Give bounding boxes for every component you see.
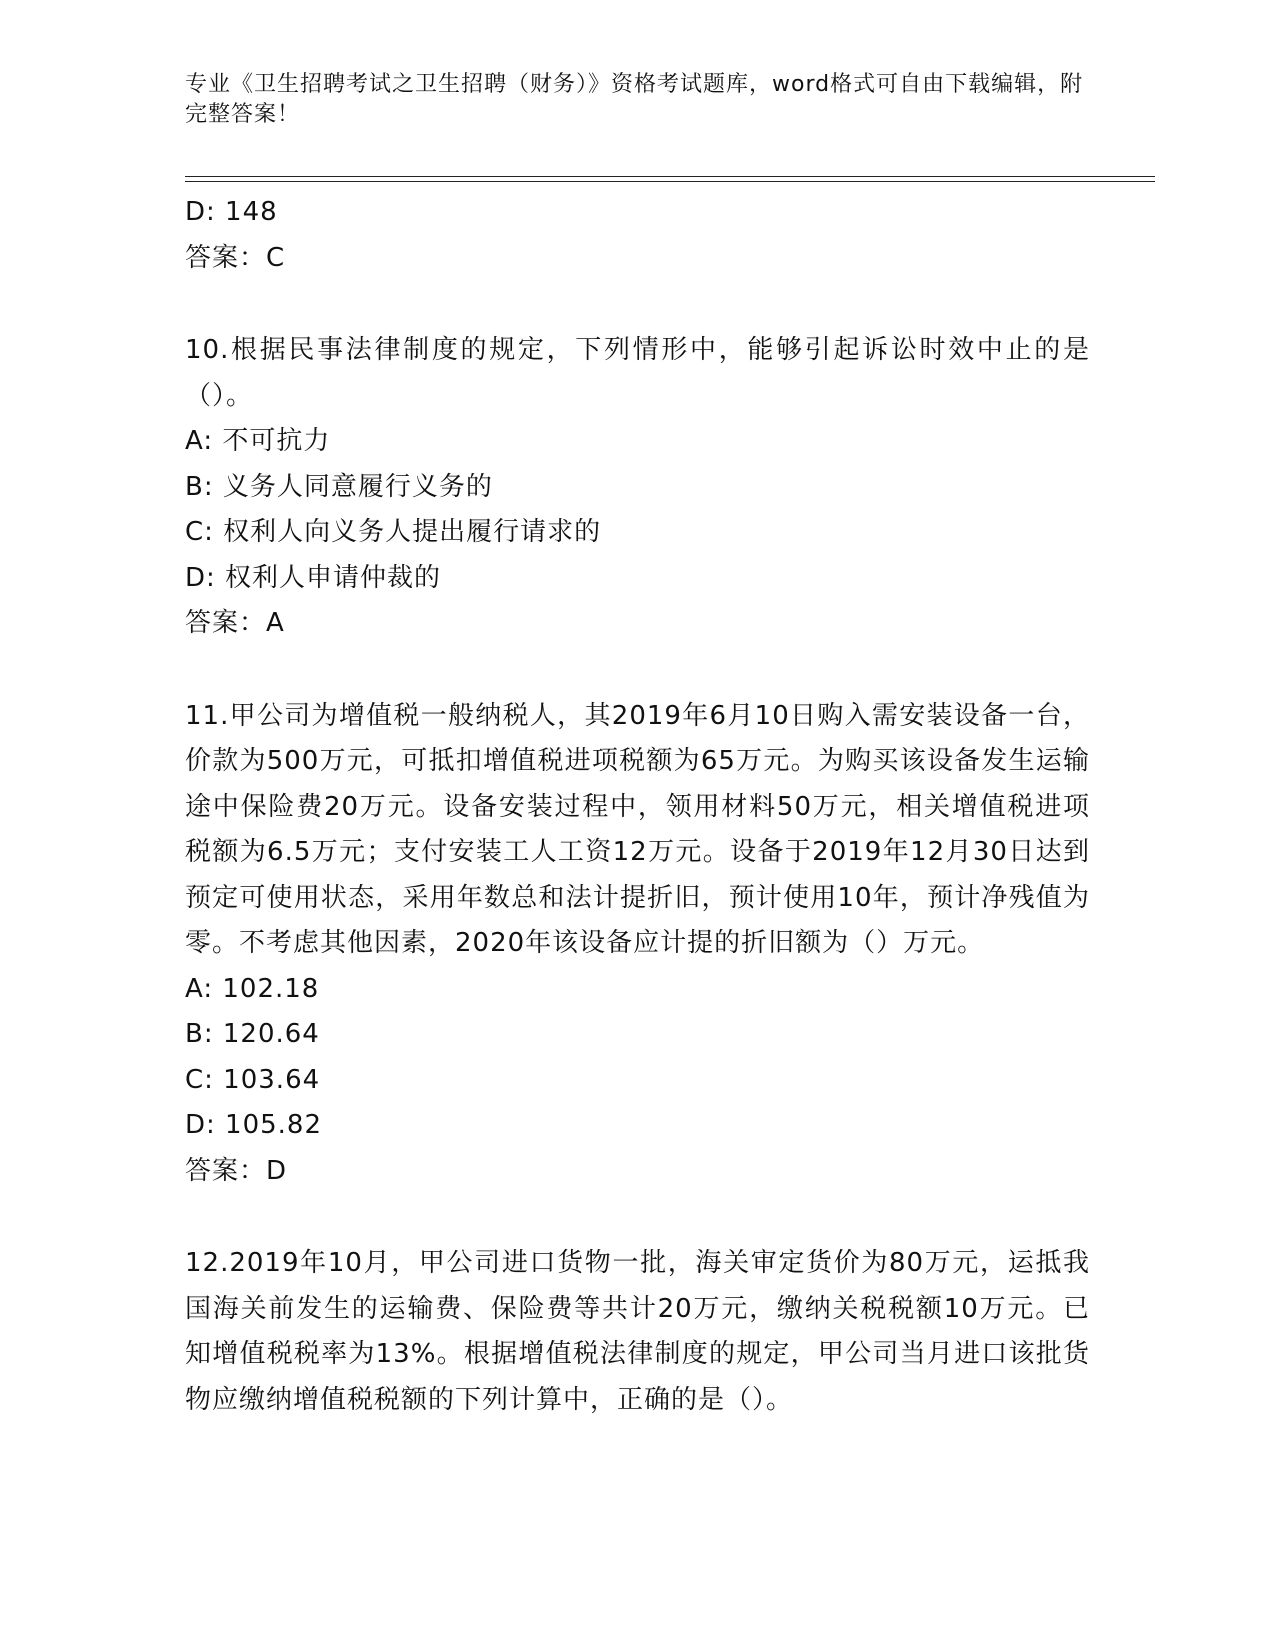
header-divider: [185, 176, 1155, 182]
question-10-option-d: D: 权利人申请仲裁的: [185, 562, 442, 593]
question-10-option-b: B: 义务人同意履行义务的: [185, 471, 493, 502]
spacer: [185, 647, 1090, 694]
question-11-option-d: D: 105.82: [185, 1110, 323, 1140]
spacer: [185, 1194, 1090, 1241]
document-header: 专业《卫生招聘考试之卫生招聘（财务）》资格考试题库，word格式可自由下载编辑，附完整答案！: [185, 72, 1084, 127]
prev-option-d: D: 148: [185, 197, 278, 227]
question-11-option-b: B: 120.64: [185, 1019, 320, 1049]
spacer: [185, 281, 1090, 328]
question-content: [185, 190, 1090, 1423]
question-10-option-a: A: 不可抗力: [185, 426, 331, 456]
question-11-option-c: C: 103.64: [185, 1064, 321, 1095]
question-11-option-a: A: 102.18: [185, 973, 320, 1004]
question-11-stem: 11.甲公司为增值税一般纳税人，其2019年6月10日购入需安装设备一台，价款为500万元，可抵扣增值税进项税额为65万元。为购买该设备发生运输途中保险费20万元。设备安装过程中，领用材料50万元，相关增值税进项税额为6.5万元；支付安装工人工资12万元。设备于2019年12月30日达到预定可使用状态，采用年数总和法计提折旧，预计使用10年，预计净残值为零。不考虑其他因素，2020年该设备应计提的折旧额为（）万元。: [185, 700, 1090, 958]
prev-answer: 答案：C: [185, 242, 286, 273]
question-10-answer: 答案：A: [185, 608, 285, 638]
question-11-answer: 答案：D: [185, 1155, 288, 1186]
question-10-stem: 10.根据民事法律制度的规定，下列情形中，能够引起诉讼时效中止的是（）。: [185, 335, 1090, 411]
question-12-stem: 12.2019年10月，甲公司进口货物一批，海关审定货价为80万元，运抵我国海关前发生的运输费、保险费等共计20万元，缴纳关税税额10万元。已知增值税税率为13%。根据增值税法律制度的规定，甲公司当月进口该批货物应缴纳增值税税额的下列计算中，正确的是（）。: [185, 1248, 1090, 1415]
question-10-option-c: C: 权利人向义务人提出履行请求的: [185, 517, 602, 547]
